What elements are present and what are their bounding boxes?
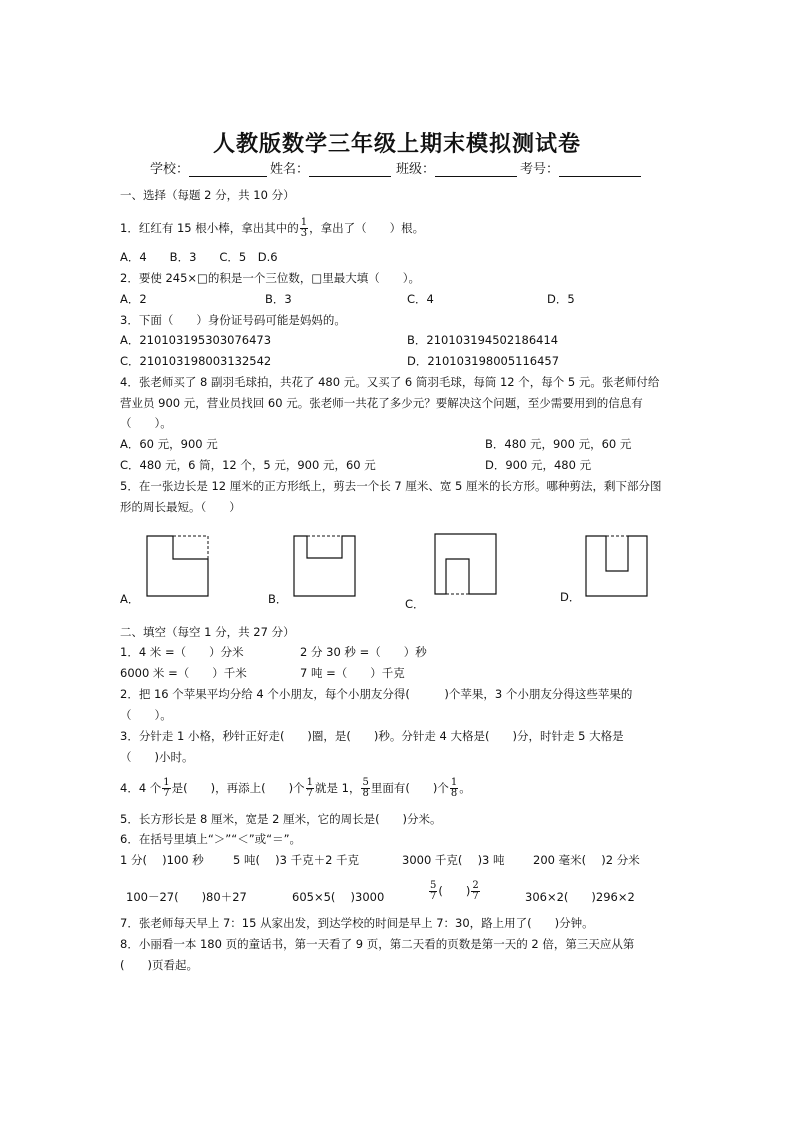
- q4-option-b[interactable]: B．480 元，900 元，60 元: [485, 437, 632, 451]
- fill-1d: 7 吨 =（ ）千克: [300, 666, 405, 680]
- fraction: $\frac{1}{8}$: [450, 777, 458, 799]
- name-label: 姓名：: [270, 163, 391, 177]
- q2-option-b[interactable]: B．3: [265, 292, 292, 306]
- q3-option-c[interactable]: C．210103198003132542: [120, 354, 272, 368]
- compare-4: 200 毫米( )2 分米: [533, 853, 640, 867]
- fill-1a: 1．4 米 =（ ）分米: [120, 645, 244, 659]
- q5-option-a[interactable]: A．: [120, 592, 140, 606]
- fill-3-line1: 3．分针走 1 小格，秒针正好走( )圈，是( )秒。分针走 4 大格是( )分，时针走 5 大格是: [120, 729, 624, 743]
- fill-5: 5．长方形长是 8 厘米，宽是 2 厘米，它的周长是( )分米。: [120, 812, 442, 826]
- question-1-3: 3．下面（ ）身份证号码可能是妈妈的。: [120, 313, 346, 327]
- compare-6: 605×5( )3000: [292, 890, 385, 904]
- q3-option-a[interactable]: A．210103195303076473: [120, 333, 272, 347]
- figure-a: [146, 535, 210, 597]
- fraction: $\frac{5}{7}$: [430, 880, 437, 902]
- fill-1b: 2 分 30 秒 =（ ）秒: [300, 645, 427, 659]
- question-1-5-line1: 5．在一张边长是 12 厘米的正方形纸上，剪去一个长 7 厘米、宽 5 厘米的长方形。哪种剪法，剩下部分图: [120, 479, 662, 493]
- name-blank[interactable]: [309, 164, 391, 177]
- question-1-1: 1．红红有 15 根小棒，拿出其中的 $\frac{1}{3}$ ，拿出了（ ）根。: [120, 217, 425, 239]
- exam-title: 人教版数学三年级上期末模拟测试卷: [212, 132, 581, 157]
- section1-header: 一、选择（每题 2 分，共 10 分）: [120, 188, 295, 202]
- q3-option-b[interactable]: B．210103194502186414: [407, 333, 559, 347]
- compare-3: 3000 千克( )3 吨: [402, 853, 505, 867]
- fill-2-line2: （ ）。: [120, 708, 172, 722]
- school-label: 学校：: [150, 163, 267, 177]
- section2-header: 二、填空（每空 1 分，共 27 分）: [120, 625, 295, 639]
- compare-8: 306×2( )296×2: [525, 890, 635, 904]
- figure-c: [434, 533, 498, 595]
- fill-8-line2: ( )页看起。: [120, 958, 198, 972]
- q4-option-c[interactable]: C．480 元，6 筒，12 个，5 元，900 元，60 元: [120, 458, 376, 472]
- question-1-1-options: A．4 B．3 C．5 D.6: [120, 250, 278, 264]
- q5-option-d[interactable]: D．: [560, 590, 581, 604]
- q3-option-d[interactable]: D．210103198005116457: [407, 354, 560, 368]
- fill-7: 7．张老师每天早上 7：15 从家出发，到达学校的时间是早上 7：30，路上用了( )分钟。: [120, 916, 594, 930]
- number-blank[interactable]: [559, 164, 641, 177]
- fraction: $\frac{5}{8}$: [362, 777, 369, 799]
- fill-4: 4．4 个 $\frac{1}{7}$ 是( )，再添上( )个 $\frac{1}{7}$ 就是 1， $\frac{5}{8}$ 里面有( )个 $\frac{1}{8}$ 。: [120, 777, 471, 799]
- question-1-2: 2．要使 245×□的积是一个三位数，□里最大填（ ）。: [120, 271, 421, 285]
- fill-1c: 6000 米 =（ ）千米: [120, 666, 247, 680]
- fraction: $\frac{2}{7}$: [472, 880, 479, 902]
- number-label: 考号：: [520, 163, 641, 177]
- compare-7: $\frac{5}{7}$ ( ) $\frac{2}{7}$: [430, 880, 479, 902]
- figure-b: [293, 535, 357, 597]
- fill-6-intro: 6．在括号里填上“＞”“＜”或“＝”。: [120, 832, 302, 846]
- compare-1: 1 分( )100 秒: [120, 853, 204, 867]
- question-1-5-line2: 形的周长最短。（ ）: [120, 500, 241, 514]
- class-label: 班级：: [396, 163, 517, 177]
- fill-2-line1: 2．把 16 个苹果平均分给 4 个小朋友，每个小朋友分得( )个苹果，3 个小朋友分得这些苹果的: [120, 687, 633, 701]
- compare-5: 100－27( )80＋27: [126, 890, 247, 904]
- question-1-4-line1: 4．张老师买了 8 副羽毛球拍，共花了 480 元。又买了 6 筒羽毛球，每筒 12 个，每个 5 元。张老师付给: [120, 375, 660, 389]
- q2-option-d[interactable]: D．5: [547, 292, 575, 306]
- school-blank[interactable]: [189, 164, 267, 177]
- q5-option-c[interactable]: C．: [405, 597, 425, 611]
- fill-8-line1: 8．小丽看一本 180 页的童话书，第一天看了 9 页，第二天看的页数是第一天的 2 倍，第三天应从第: [120, 937, 635, 951]
- fill-3-line2: （ )小时。: [120, 750, 194, 764]
- class-blank[interactable]: [435, 164, 517, 177]
- q5-option-b[interactable]: B．: [268, 592, 288, 606]
- fraction: $\frac{1}{7}$: [163, 777, 170, 799]
- question-1-4-line3: （ ）。: [120, 416, 172, 430]
- fraction: $\frac{1}{3}$: [300, 217, 308, 239]
- figure-d: [585, 535, 649, 597]
- fraction: $\frac{1}{7}$: [306, 777, 313, 799]
- q4-option-a[interactable]: A．60 元，900 元: [120, 437, 218, 451]
- question-1-4-line2: 营业员 900 元，营业员找回 60 元。张老师一共花了多少元？要解决这个问题，至少需要用到的信息有: [120, 396, 643, 410]
- q4-option-d[interactable]: D．900 元，480 元: [485, 458, 592, 472]
- q2-option-a[interactable]: A．2: [120, 292, 147, 306]
- compare-2: 5 吨( )3 千克＋2 千克: [233, 853, 360, 867]
- q2-option-c[interactable]: C．4: [407, 292, 434, 306]
